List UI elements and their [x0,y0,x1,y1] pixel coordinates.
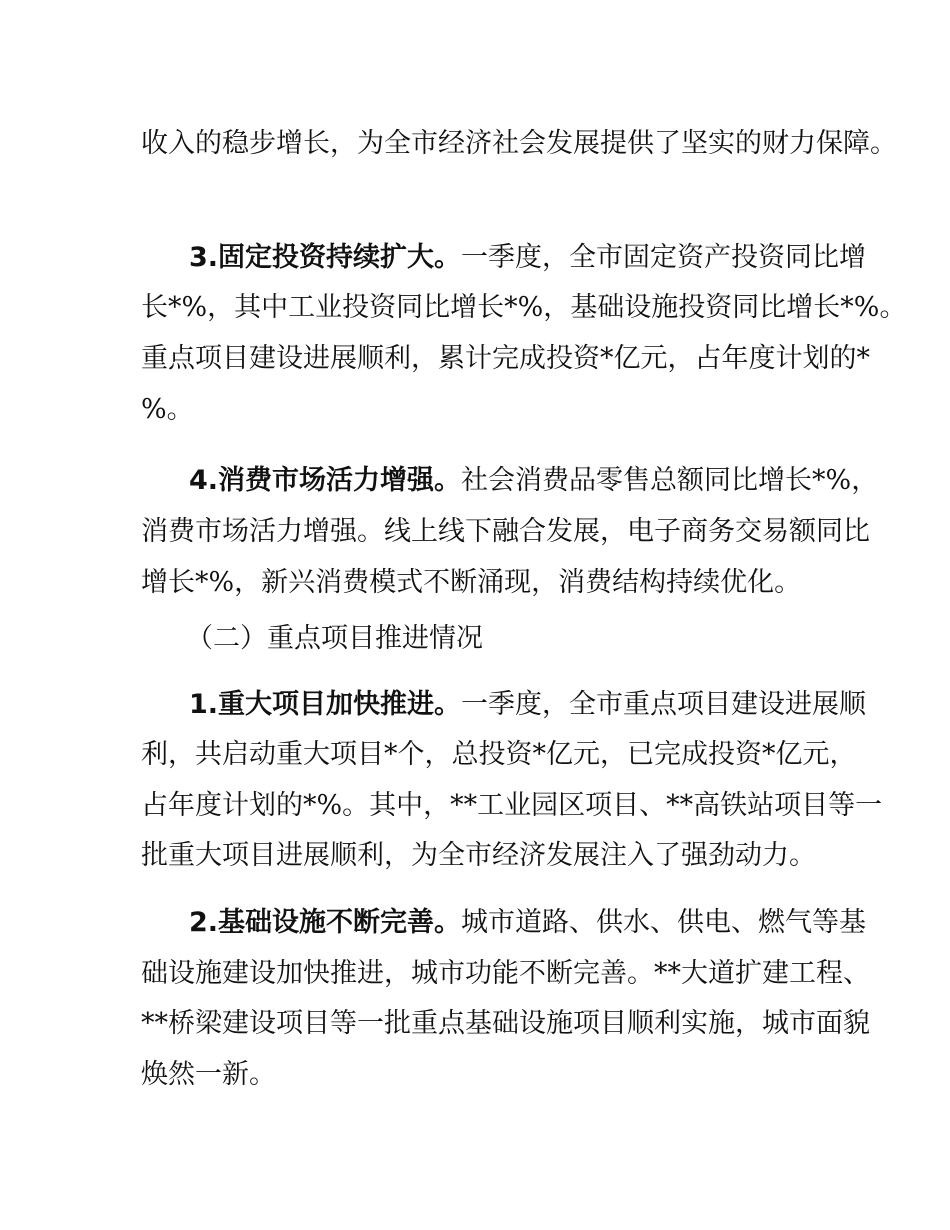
paragraph-consumer-market-line1 [189,463,879,499]
paragraph-infrastructure-line1 [189,905,867,941]
paragraph-text: 一季度，全市重点项目建设进展顺 [461,689,867,720]
paragraph-infrastructure-line4: 焕然一新。 [141,1059,276,1090]
section-heading: （二）重点项目推进情况 [186,623,483,654]
paragraph-major-projects-line1 [189,687,867,723]
paragraph-infrastructure-line2: 础设施建设加快推进，城市功能不断完善。**大道扩建工程、 [141,958,870,989]
paragraph-major-projects-line2: 利，共启动重大项目*个，总投资*亿元，已完成投资*亿元， [141,739,857,770]
paragraph-major-projects-line4: 批重大项目进展顺利，为全市经济发展注入了强劲动力。 [141,840,816,871]
paragraph-fixed-investment-line1 [189,240,867,276]
paragraph-fixed-investment-line3: 重点项目建设进展顺利，累计完成投资*亿元，占年度计划的* [141,343,870,374]
paragraph-major-projects-line3: 占年度计划的*%。其中，**工业园区项目、**高铁站项目等一 [141,790,883,821]
paragraph-fixed-investment-line4: %。 [141,394,194,425]
paragraph-consumer-market-line3: 增长*%，新兴消费模式不断涌现，消费结构持续优化。 [141,567,802,598]
paragraph-consumer-market-line2: 消费市场活力增强。线上线下融合发展，电子商务交易额同比 [141,516,870,547]
item-title-consumer-market: 4.消费市场活力增强。 [189,465,462,496]
paragraph-text: 一季度，全市固定资产投资同比增 [461,242,867,273]
paragraph-text: 城市道路、供水、供电、燃气等基 [461,907,867,938]
paragraph-text: 社会消费品零售总额同比增长*%， [461,465,879,496]
paragraph-infrastructure-line3: **桥梁建设项目等一批重点基础设施项目顺利实施，城市面貌 [141,1008,870,1039]
paragraph-fixed-investment-line2: 长*%，其中工业投资同比增长*%，基础设施投资同比增长*%。 [141,292,907,323]
paragraph-continuation-line: 收入的稳步增长，为全市经济社会发展提供了坚实的财力保障。 [141,128,897,159]
item-title-fixed-investment: 3.固定投资持续扩大。 [189,242,462,273]
item-title-major-projects: 1.重大项目加快推进。 [189,689,462,720]
item-title-infrastructure: 2.基础设施不断完善。 [189,907,462,938]
